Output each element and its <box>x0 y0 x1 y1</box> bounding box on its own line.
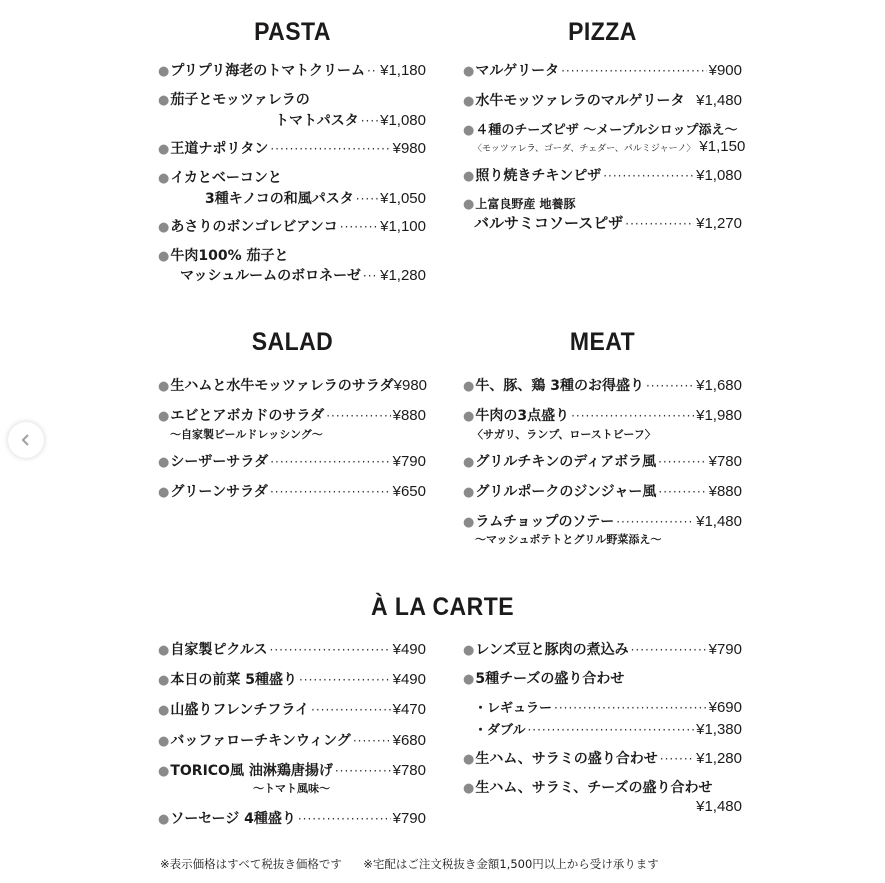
menu-item-line2: マッシュルームのボロネーゼ ····· ¥1,280 <box>180 265 426 285</box>
bullet-icon: ● <box>463 169 475 184</box>
menu-item: ● 山盛りフレンチフライ ····· ¥470 <box>158 701 426 719</box>
bullet-icon: ● <box>463 94 475 109</box>
menu-item-line2: 〈モッツァレラ、ゴーダ、チェダー、パルミジャーノ〉 ¥1,150 <box>473 138 746 155</box>
price: ¥490 <box>392 641 426 658</box>
bullet-icon: ● <box>463 197 475 212</box>
menu-item: ● 本日の前菜 5種盛り ····· ¥490 <box>158 671 426 689</box>
bullet-icon: ● <box>158 409 170 424</box>
menu-item: ● 王道ナポリタン ····· ¥980 <box>158 140 426 158</box>
menu-item: ● あさりのボンゴレビアンコ ····· ¥1,100 <box>158 218 426 236</box>
bullet-icon: ● <box>463 455 475 470</box>
menu-item: ● 牛肉の3点盛り ····· ¥1,980 <box>463 407 742 425</box>
price: ¥1,180 <box>380 62 426 79</box>
menu-item-option: ・レギュラー ····· ¥690 <box>474 697 742 716</box>
menu-item: ● グリルポークのジンジャー風 ····· ¥880 <box>463 483 742 501</box>
bullet-icon: ● <box>158 703 170 718</box>
bullet-icon: ● <box>158 812 170 827</box>
price: ¥1,270 <box>696 215 742 232</box>
price: ¥1,280 <box>696 750 742 767</box>
menu-item: ● 5種チーズの盛り合わせ <box>463 671 625 687</box>
menu-item-note: ～トマト風味～ <box>253 782 330 795</box>
bullet-icon: ● <box>463 643 475 658</box>
price: ¥900 <box>708 62 742 79</box>
menu-item-option: ・ダブル ····· ¥1,380 <box>474 719 742 738</box>
price: ¥470 <box>392 701 426 718</box>
menu-item-note: ～自家製ビールドレッシング～ <box>170 428 323 441</box>
menu-item: ● グリーンサラダ ····· ¥650 <box>158 483 426 501</box>
menu-item: ● ４種のチーズピザ ～メープルシロップ添え～ <box>463 123 738 138</box>
chevron-left-icon <box>19 433 33 447</box>
price: ¥1,280 <box>380 267 426 284</box>
menu-item-line2: 3種キノコの和風パスタ ····· ¥1,050 <box>205 188 426 208</box>
menu-item-line2 <box>680 798 742 815</box>
price: ¥790 <box>392 810 426 827</box>
menu-item: ● 茄子とモッツァレラの <box>158 92 310 108</box>
menu-item: ● レンズ豆と豚肉の煮込み ····· ¥790 <box>463 641 742 659</box>
bullet-icon: ● <box>158 142 170 157</box>
price: ¥690 <box>708 699 742 716</box>
bullet-icon: ● <box>463 781 475 796</box>
menu-item: ● 自家製ピクルス ····· ¥490 <box>158 641 426 659</box>
price: ¥980 <box>393 377 428 394</box>
menu-item: ● イカとベーコンと <box>158 170 282 186</box>
price: ¥490 <box>392 671 426 688</box>
price: ¥1,480 <box>696 92 742 109</box>
price: ¥680 <box>392 732 426 749</box>
section-title-pizza: PIZZA <box>568 18 637 46</box>
price: ¥790 <box>708 641 742 658</box>
section-title-pasta: PASTA <box>254 18 331 46</box>
price: ¥1,480 <box>696 798 742 815</box>
price: ¥1,050 <box>380 190 426 207</box>
bullet-icon: ● <box>158 220 170 235</box>
price: ¥790 <box>392 453 426 470</box>
bullet-icon: ● <box>158 485 170 500</box>
bullet-icon: ● <box>463 64 475 79</box>
bullet-icon: ● <box>158 171 170 186</box>
menu-item: ● 照り焼きチキンピザ ····· ¥1,080 <box>463 167 742 185</box>
menu-item: ● マルゲリータ ····· ¥900 <box>463 62 742 80</box>
bullet-icon: ● <box>158 455 170 470</box>
bullet-icon: ● <box>158 673 170 688</box>
menu-item: ● 生ハムと水牛モッツァレラのサラダ ¥980 <box>158 377 428 394</box>
bullet-icon: ● <box>158 643 170 658</box>
section-title-alacarte: À LA CARTE <box>370 593 515 621</box>
bullet-icon: ● <box>158 93 170 108</box>
bullet-icon: ● <box>463 515 475 530</box>
bullet-icon: ● <box>463 379 475 394</box>
price: ¥1,100 <box>380 218 426 235</box>
price: ¥1,980 <box>696 407 742 424</box>
bullet-icon: ● <box>158 249 170 264</box>
section-title-meat: MEAT <box>569 328 636 356</box>
menu-item: ● プリプリ海老のトマトクリーム ····· ¥1,180 <box>158 62 426 80</box>
menu-item: ● バッファローチキンウィング ····· ¥680 <box>158 732 426 750</box>
price: ¥1,680 <box>696 377 742 394</box>
menu-item: ● エビとアボカドのサラダ ····· ¥880 <box>158 407 426 425</box>
tax-note: ※表示価格はすべて税抜き価格です <box>160 857 342 871</box>
bullet-icon: ● <box>463 123 475 138</box>
price: ¥1,150 <box>699 138 746 155</box>
menu-item: ● 上富良野産 地養豚 <box>463 197 576 212</box>
bullet-icon: ● <box>158 764 170 779</box>
bullet-icon: ● <box>158 64 170 79</box>
price: ¥880 <box>392 407 426 424</box>
bullet-icon: ● <box>158 379 170 394</box>
menu-item-note: 〈サガリ、ランプ、ローストビーフ〉 <box>472 428 656 441</box>
price: ¥650 <box>392 483 426 500</box>
delivery-note: ※宅配はご注文税抜き金額1,500円以上から受け承ります <box>363 857 659 871</box>
menu-item: ● TORICO風 油淋鶏唐揚げ ····· ¥780 <box>158 762 426 780</box>
menu-item: ● 牛、豚、鶏 3種のお得盛り ····· ¥1,680 <box>463 377 742 395</box>
menu-item-line2: トマトパスタ ····· ¥1,080 <box>275 110 426 130</box>
footer-notes <box>160 856 659 872</box>
price: ¥980 <box>392 140 426 157</box>
menu-item: ● ラムチョップのソテー ····· ¥1,480 <box>463 513 742 531</box>
menu-item: ● 生ハム、サラミの盛り合わせ ····· ¥1,280 <box>463 750 742 768</box>
price: ¥1,380 <box>696 721 742 738</box>
menu-item: ● 水牛モッツァレラのマルゲリータ ¥1,480 <box>463 92 742 109</box>
bullet-icon: ● <box>463 409 475 424</box>
price: ¥880 <box>708 483 742 500</box>
price: ¥1,080 <box>696 167 742 184</box>
menu-item-line2: バルサミコソースピザ ····· ¥1,270 <box>474 212 742 233</box>
price: ¥780 <box>392 762 426 779</box>
menu-item: ● 生ハム、サラミ、チーズの盛り合わせ <box>463 780 713 796</box>
section-title-salad: SALAD <box>251 328 334 356</box>
price: ¥780 <box>708 453 742 470</box>
bullet-icon: ● <box>463 752 475 767</box>
menu-item: ● 牛肉100% 茄子と <box>158 248 289 264</box>
bullet-icon: ● <box>463 672 475 687</box>
menu-item: ● ソーセージ 4種盛り ····· ¥790 <box>158 810 426 828</box>
bullet-icon: ● <box>158 734 170 749</box>
menu-item: ● グリルチキンのディアボラ風 ····· ¥780 <box>463 453 742 471</box>
carousel-prev-button[interactable] <box>8 422 44 458</box>
price: ¥1,480 <box>696 513 742 530</box>
bullet-icon: ● <box>463 485 475 500</box>
price: ¥1,080 <box>380 112 426 129</box>
menu-item: ● シーザーサラダ ····· ¥790 <box>158 453 426 471</box>
menu-item-note: ～マッシュポテトとグリル野菜添え～ <box>475 533 662 546</box>
